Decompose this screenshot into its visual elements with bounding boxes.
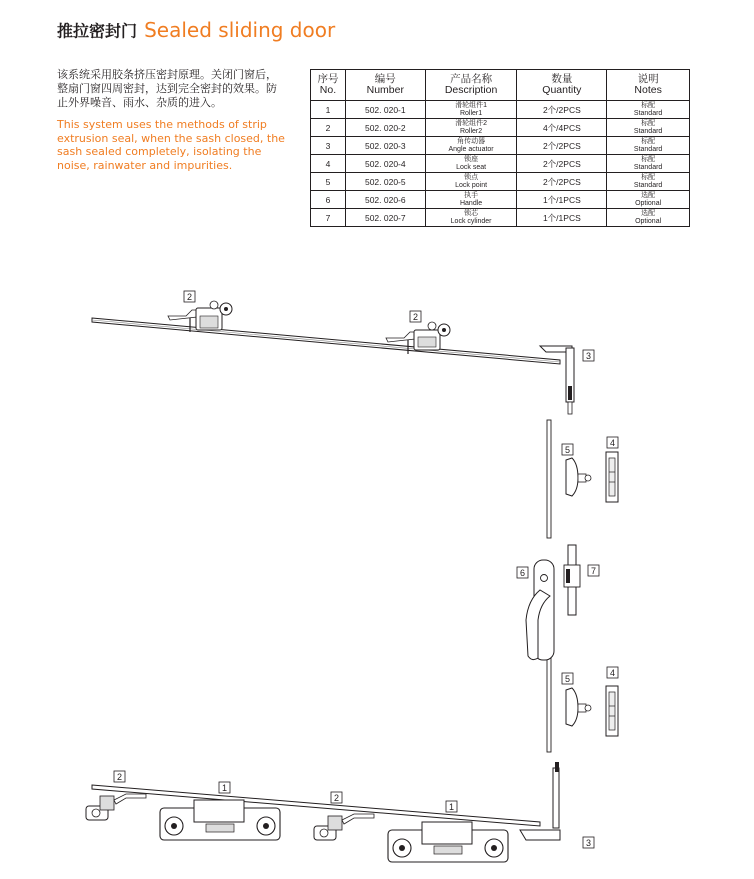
- header-number: 编号 Number: [345, 70, 425, 101]
- table-row: [311, 155, 690, 173]
- svg-text:2: 2: [333, 793, 340, 803]
- table-row: [311, 101, 690, 119]
- label-tag-5: [562, 444, 573, 455]
- svg-text:4: 4: [609, 668, 616, 678]
- cell-number: 502. 020-4: [345, 155, 425, 173]
- header-no: 序号 No.: [311, 70, 346, 101]
- svg-text:2: 2: [116, 772, 123, 782]
- cell-description: 执手 Handle: [425, 191, 517, 209]
- cell-description: 锁点 Lock point: [425, 173, 517, 191]
- cell-notes: 标配 Standard: [607, 119, 690, 137]
- label-tag-3: [583, 350, 594, 361]
- cell-no: 6: [311, 191, 346, 209]
- svg-text:1: 1: [221, 783, 228, 793]
- cell-notes: 标配 Standard: [607, 101, 690, 119]
- cell-description: 锁座 Lock seat: [425, 155, 517, 173]
- label-tag-7: [588, 565, 599, 576]
- table-row: [311, 119, 690, 137]
- bottom-roller2-assembly: [86, 794, 146, 820]
- svg-text:5: 5: [564, 674, 571, 684]
- lock-point-icon: [566, 688, 591, 726]
- table-header-row: [311, 70, 690, 101]
- cell-no: 1: [311, 101, 346, 119]
- lock-cylinder-icon: [564, 545, 580, 615]
- svg-text:7: 7: [590, 566, 597, 576]
- label-tag-3: [583, 837, 594, 848]
- cell-number: 502. 020-1: [345, 101, 425, 119]
- cell-number: 502. 020-7: [345, 209, 425, 227]
- svg-text:2: 2: [186, 292, 193, 302]
- cell-notes: 标配 Standard: [607, 155, 690, 173]
- label-tag-4: [607, 667, 618, 678]
- cell-quantity: 1个/1PCS: [517, 209, 607, 227]
- table-row: [311, 137, 690, 155]
- table-row: [311, 209, 690, 227]
- header-notes: 说明 Notes: [607, 70, 690, 101]
- header-description: 产品名称 Description: [425, 70, 517, 101]
- label-tag-2: [331, 792, 342, 803]
- lock-seat-icon: [606, 452, 618, 502]
- cell-description: 滑轮组件2 Roller2: [425, 119, 517, 137]
- cell-notes: 选配 Optional: [607, 191, 690, 209]
- cell-quantity: 2个/2PCS: [517, 137, 607, 155]
- cell-notes: 标配 Standard: [607, 173, 690, 191]
- svg-text:3: 3: [585, 351, 592, 361]
- cell-quantity: 2个/2PCS: [517, 155, 607, 173]
- top-angle-actuator: [540, 346, 574, 414]
- top-rail: [92, 318, 560, 364]
- label-tag-4: [607, 437, 618, 448]
- title-english: Sealed sliding door: [144, 18, 336, 42]
- intro-chinese: 该系统采用胶条挤压密封原理。关闭门窗后，整扇门窗四周密封，达到完全密封的效果。防止外界噪音、雨水、杂质的进入。: [57, 68, 277, 109]
- table-row: [311, 191, 690, 209]
- cell-description: 滑轮组件1 Roller1: [425, 101, 517, 119]
- lock-seat-icon: [606, 686, 618, 736]
- bottom-roller1-assembly: [160, 800, 280, 840]
- page-title: [57, 18, 335, 42]
- cell-no: 3: [311, 137, 346, 155]
- handle-icon: [526, 560, 554, 660]
- cell-quantity: 2个/2PCS: [517, 101, 607, 119]
- cell-description: 角传动器 Angle actuator: [425, 137, 517, 155]
- svg-text:2: 2: [412, 312, 419, 322]
- cell-no: 4: [311, 155, 346, 173]
- parts-table: [310, 69, 690, 227]
- cell-no: 5: [311, 173, 346, 191]
- cell-number: 502. 020-5: [345, 173, 425, 191]
- bottom-rail: [92, 785, 540, 826]
- cell-number: 502. 020-3: [345, 137, 425, 155]
- label-tag-1: [219, 782, 230, 793]
- cell-no: 2: [311, 119, 346, 137]
- label-tag-5: [562, 673, 573, 684]
- cell-notes: 标配 Standard: [607, 137, 690, 155]
- cell-no: 7: [311, 209, 346, 227]
- cell-quantity: 2个/2PCS: [517, 173, 607, 191]
- label-tag-2: [184, 291, 195, 302]
- bottom-angle-actuator: [520, 762, 560, 840]
- svg-text:5: 5: [564, 445, 571, 455]
- label-tag-2: [114, 771, 125, 782]
- label-tag-2: [410, 311, 421, 322]
- bottom-roller1-assembly: [388, 822, 508, 862]
- cell-description: 锁芯 Lock cylinder: [425, 209, 517, 227]
- title-chinese: 推拉密封门: [57, 21, 138, 41]
- svg-text:3: 3: [585, 838, 592, 848]
- intro-english: This system uses the methods of strip extrusion seal, when the sash closed, the sash sealed completely, isolating the noise, rainwater and impurities.: [57, 118, 285, 172]
- svg-text:1: 1: [448, 802, 455, 812]
- lock-point-icon: [566, 458, 591, 496]
- header-quantity: 数量 Quantity: [517, 70, 607, 101]
- cell-notes: 选配 Optional: [607, 209, 690, 227]
- hardware-diagram: [0, 270, 754, 879]
- svg-text:6: 6: [519, 568, 526, 578]
- cell-quantity: 4个/4PCS: [517, 119, 607, 137]
- cell-number: 502. 020-2: [345, 119, 425, 137]
- cell-quantity: 1个/1PCS: [517, 191, 607, 209]
- bottom-roller2-assembly: [314, 814, 374, 840]
- cell-number: 502. 020-6: [345, 191, 425, 209]
- label-tag-1: [446, 801, 457, 812]
- table-row: [311, 173, 690, 191]
- svg-text:4: 4: [609, 438, 616, 448]
- label-tag-6: [517, 567, 528, 578]
